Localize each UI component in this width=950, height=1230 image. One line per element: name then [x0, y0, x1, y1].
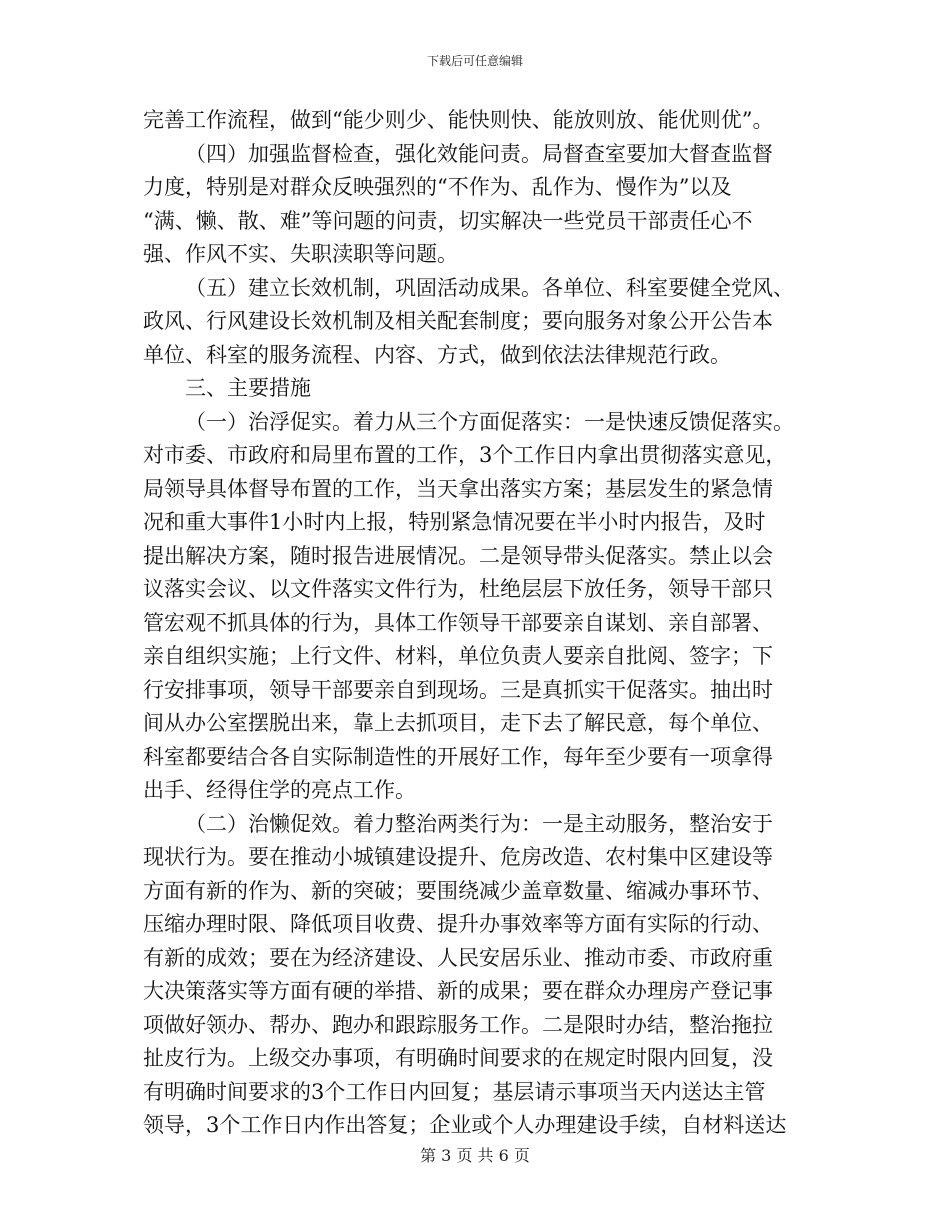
text-line: 提出解决方案，随时报告进展情况。二是领导带头促落实。禁止以会 [143, 543, 773, 568]
text-line: 亲自组织实施；上行文件、材料，单位负责人要亲自批阅、签字；下 [143, 644, 773, 668]
page-header: 下载后可任意编辑 [426, 54, 523, 68]
text-line: （四）加强监督检查，强化效能问责。局督查室要加大督查监督 [185, 141, 773, 166]
text-line: 况和重大事件1小时内上报，特别紧急情况要在半小时内报告，及时 [143, 510, 766, 534]
text-line: 大决策落实等方面有硬的举措、新的成果；要在群众办理房产登记事 [143, 979, 773, 1003]
text-line: （一）治浮促实。着力从三个方面促落实：一是快速反馈促落实。 [185, 409, 794, 434]
text-line: 领导，3个工作日内作出答复；企业或个人办理建设手续，自材料送达 [143, 1113, 787, 1137]
page-number-footer: 第 3 页 共 6 页 [420, 1146, 530, 1165]
text-line: 方面有新的作为、新的突破；要围绕减少盖章数量、缩减办事环节、 [143, 878, 773, 903]
text-line: 对市委、市政府和局里布置的工作，3个工作日内拿出贯彻落实意见， [143, 443, 787, 467]
text-line: 压缩办理时限、降低项目收费、提升办事效率等方面有实际的行动、 [143, 912, 773, 936]
text-line: （二）治懒促效。着力整治两类行为：一是主动服务，整治安于 [185, 811, 773, 836]
text-line: 管宏观不抓具体的行为，具体工作领导干部要亲自谋划、亲自部署、 [143, 610, 773, 635]
document-body [143, 104, 808, 1143]
text-line: 间从办公室摆脱出来，靠上去抓项目，走下去了解民意，每个单位、 [143, 711, 773, 735]
text-line: 力度，特别是对群众反映强烈的“不作为、乱作为、慢作为”以及 [143, 175, 732, 199]
text-line: 有新的成效；要在为经济建设、人民安居乐业、推动市委、市政府重 [143, 945, 773, 970]
text-line: （五）建立长效机制，巩固活动成果。各单位、科室要健全党风、 [185, 275, 794, 300]
text-line: 强、作风不实、失职渎职等问题。 [143, 242, 458, 266]
text-line: “满、懒、散、难”等问题的问责，切实解决一些党员干部责任心不 [143, 208, 753, 233]
text-line: 三、主要措施 [185, 376, 311, 400]
text-line: 政风、行风建设长效机制及相关配套制度；要向服务对象公开公告本 [143, 309, 773, 333]
text-line: 科室都要结合各自实际制造性的开展好工作，每年至少要有一项拿得 [143, 744, 773, 769]
text-line: 有明确时间要求的3个工作日内回复；基层请示事项当天内送达主管 [143, 1079, 766, 1104]
text-line: 扯皮行为。上级交办事项，有明确时间要求的在规定时限内回复，没 [143, 1046, 773, 1070]
text-line: 单位、科室的服务流程、内容、方式，做到依法法律规范行政。 [143, 342, 731, 367]
text-line: 议落实会议、以文件落实文件行为，杜绝层层下放任务，领导干部只 [143, 577, 773, 601]
text-line: 出手、经得住学的亮点工作。 [143, 778, 416, 802]
text-line: 项做好领办、帮办、跑办和跟踪服务工作。二是限时办结，整治拖拉 [143, 1012, 773, 1037]
text-line: 行安排事项，领导干部要亲自到现场。三是真抓实干促落实。抽出时 [143, 677, 773, 702]
text-line: 现状行为。要在推动小城镇建设提升、危房改造、农村集中区建设等 [143, 845, 773, 869]
text-line: 完善工作流程，做到“能少则少、能快则快、能放则放、能优则优”。 [143, 108, 774, 132]
text-line: 局领导具体督导布置的工作，当天拿出落实方案；基层发生的紧急情 [143, 476, 773, 501]
